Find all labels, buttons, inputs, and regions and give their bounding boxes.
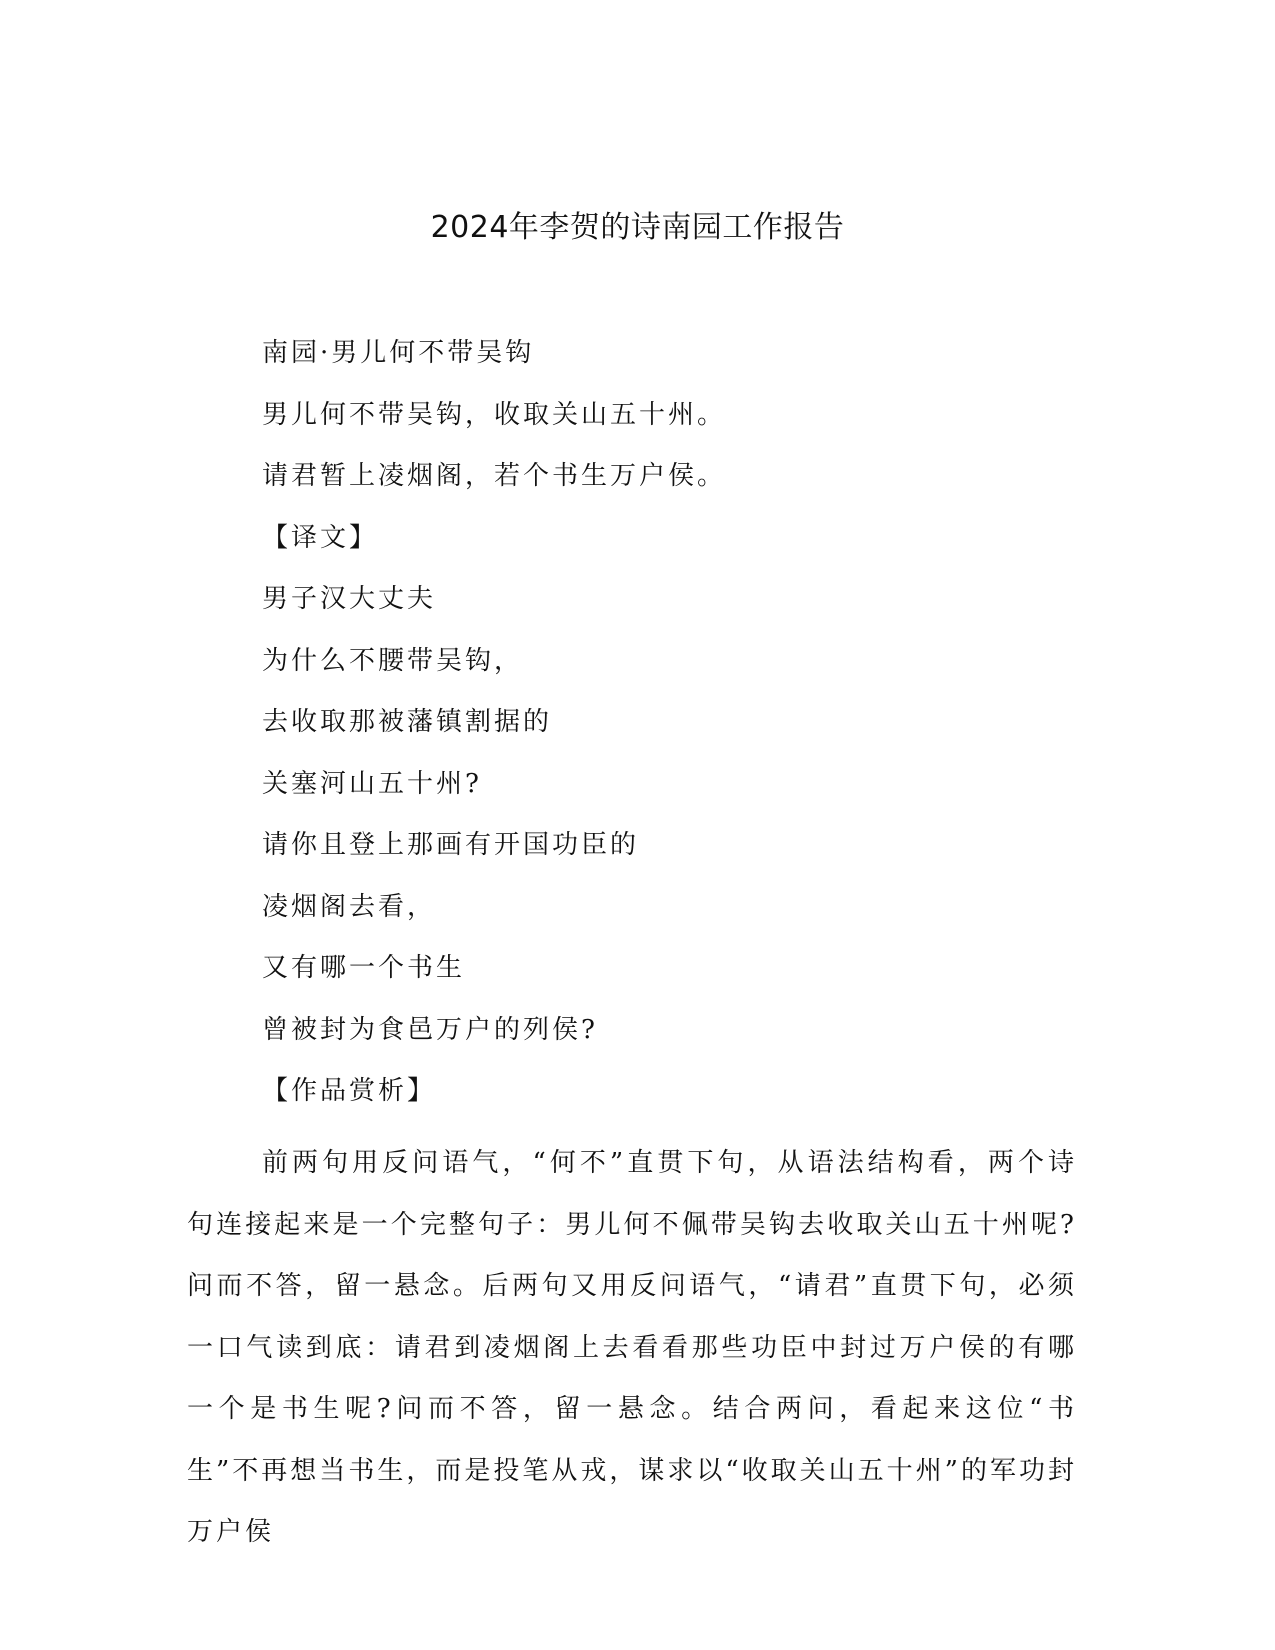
poem-line: 请君暂上凌烟阁，若个书生万户侯。: [262, 461, 727, 491]
document-title: 2024年李贺的诗南园工作报告: [430, 210, 845, 245]
translation-line: 为什么不腰带吴钩，: [262, 645, 524, 676]
poem-line: 男儿何不带吴钩，收取关山五十州。: [262, 399, 727, 430]
translation-line: 关塞河山五十州?: [262, 768, 482, 799]
translation-line: 曾被封为食邑万户的列侯?: [262, 1014, 598, 1045]
translation-line: 男子汉大丈夫: [262, 584, 437, 614]
translation-line: 凌烟阁去看，: [262, 891, 437, 922]
appreciation-heading: 【作品赏析】: [262, 1076, 437, 1106]
translation-line: 去收取那被藩镇割据的: [262, 707, 553, 737]
translation-heading: 【译文】: [262, 522, 379, 553]
translation-line: 请你且登上那画有开国功臣的: [262, 830, 640, 860]
translation-line: 又有哪一个书生: [262, 953, 466, 983]
poem-heading: 南园·男儿何不带吴钩: [262, 338, 535, 368]
poem-section: [262, 333, 1082, 1133]
appreciation-paragraph: 前两句用反问语气，“何不”直贯下句，从语法结构看，两个诗句连接起来是一个完整句子：男儿何不佩带吴钩去收取关山五十州呢?问而不答，留一悬念。后两句又用反问语气，“请君”直贯下句，必须一口气读到底：请君到凌烟阁上去看看那些功臣中封过万户侯的有哪一个是书生呢?问而不答，留一悬念。结合两问，看起来这位“书生”不再想当书生，而是投笔从戎，谋求以“收取关山五十州”的军功封万户侯: [187, 1148, 1077, 1547]
